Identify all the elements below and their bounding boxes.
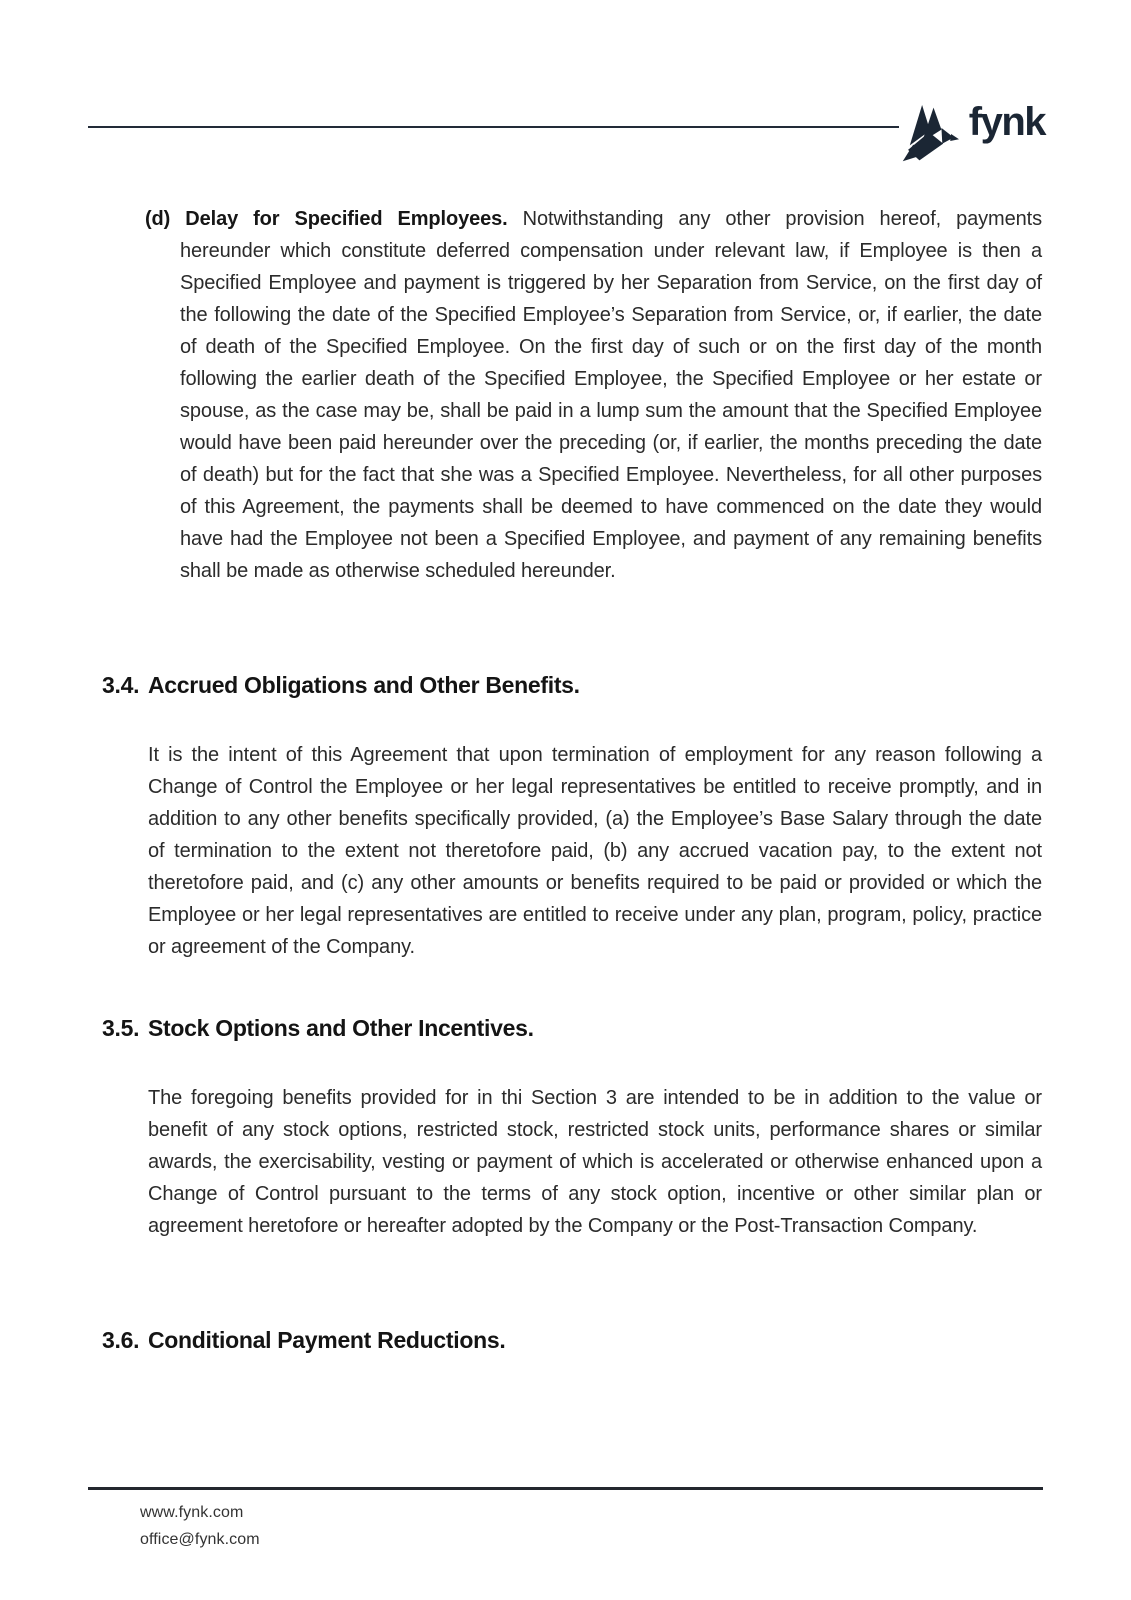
origami-bird-icon	[901, 102, 959, 166]
fynk-logo	[901, 100, 1045, 166]
section-3-5-number: 3.5.	[102, 1015, 140, 1041]
footer	[140, 1499, 260, 1553]
clause-d-body	[508, 208, 523, 230]
logo-wordmark: fynk	[968, 100, 1045, 144]
section-3-5-heading	[102, 1014, 1042, 1042]
footer-rule	[88, 1487, 1043, 1490]
section-3-4-body: It is the intent of this Agreement that upon termination of employment for any reason following a Change of Control the Employee or her legal representatives be entitled to receive promptly, and in addition to any other benefits specifically provided, (a) the Employee’s Base Salary through the date of termination to the extent not theretofore paid, (b) any accrued vacation pay, to the extent not theretofore paid, and (c) any other amounts or benefits required to be paid or provided or which the Employee or her legal representatives are entitled to receive under any plan, program, policy, practice or agreement of the Company.	[148, 744, 1042, 958]
section-3-6-title: Conditional Payment Reductions.	[148, 1327, 506, 1353]
section-3-4-number: 3.4.	[102, 672, 140, 698]
footer-email: office@fynk.com	[140, 1531, 260, 1548]
clause-d-paragraph	[145, 203, 1042, 587]
clause-d-body-text: Notwithstanding any other provision hereof, payments hereunder which constitute deferred compensation under relevant law, if Employee is then a Specified Employee and payment is triggered by her Separation from Service, on the first day of the following the date of the Specified Employee’s Separation from Service, or, if earlier, the date of death of the Specified Employee. On the first day of such or on the first day of the month following the earlier death of the Specified Employee, the Specified Employee or her estate or spouse, as the case may be, shall be paid in a lump sum the amount that the Specified Employee would have been paid hereunder over the preceding (or, if earlier, the months preceding the date of death) but for the fact that she was a Specified Employee. Nevertheless, for all other purposes of this Agreement, the payments shall be deemed to have commenced on the date they would have had the Employee not been a Specified Employee, and payment of any remaining benefits shall be made as otherwise scheduled hereunder.	[180, 208, 1043, 582]
section-3-4-heading	[102, 671, 1042, 699]
section-3-4-title: Accrued Obligations and Other Benefits.	[148, 672, 580, 698]
clause-d-lead-text: Delay for Specified Employees.	[185, 208, 508, 230]
section-3-5-body: The foregoing benefits provided for in thi Section 3 are intended to be in addition to the value or benefit of any stock options, restricted stock, restricted stock units, performance shares or similar awards, the exercisability, vesting or payment of which is accelerated or otherwise enhanced upon a Change of Control pursuant to the terms of any stock option, incentive or other similar plan or agreement heretofore or hereafter adopted by the Company or the Post-Transaction Company.	[148, 1087, 1042, 1237]
clause-d-lead	[170, 208, 185, 230]
clause-d-label: (d)	[145, 208, 171, 230]
header-rule	[88, 126, 899, 128]
section-3-5-title: Stock Options and Other Incentives.	[148, 1015, 534, 1041]
footer-website: www.fynk.com	[140, 1504, 244, 1521]
section-3-6-heading	[102, 1326, 1042, 1354]
section-3-6-number: 3.6.	[102, 1327, 140, 1353]
